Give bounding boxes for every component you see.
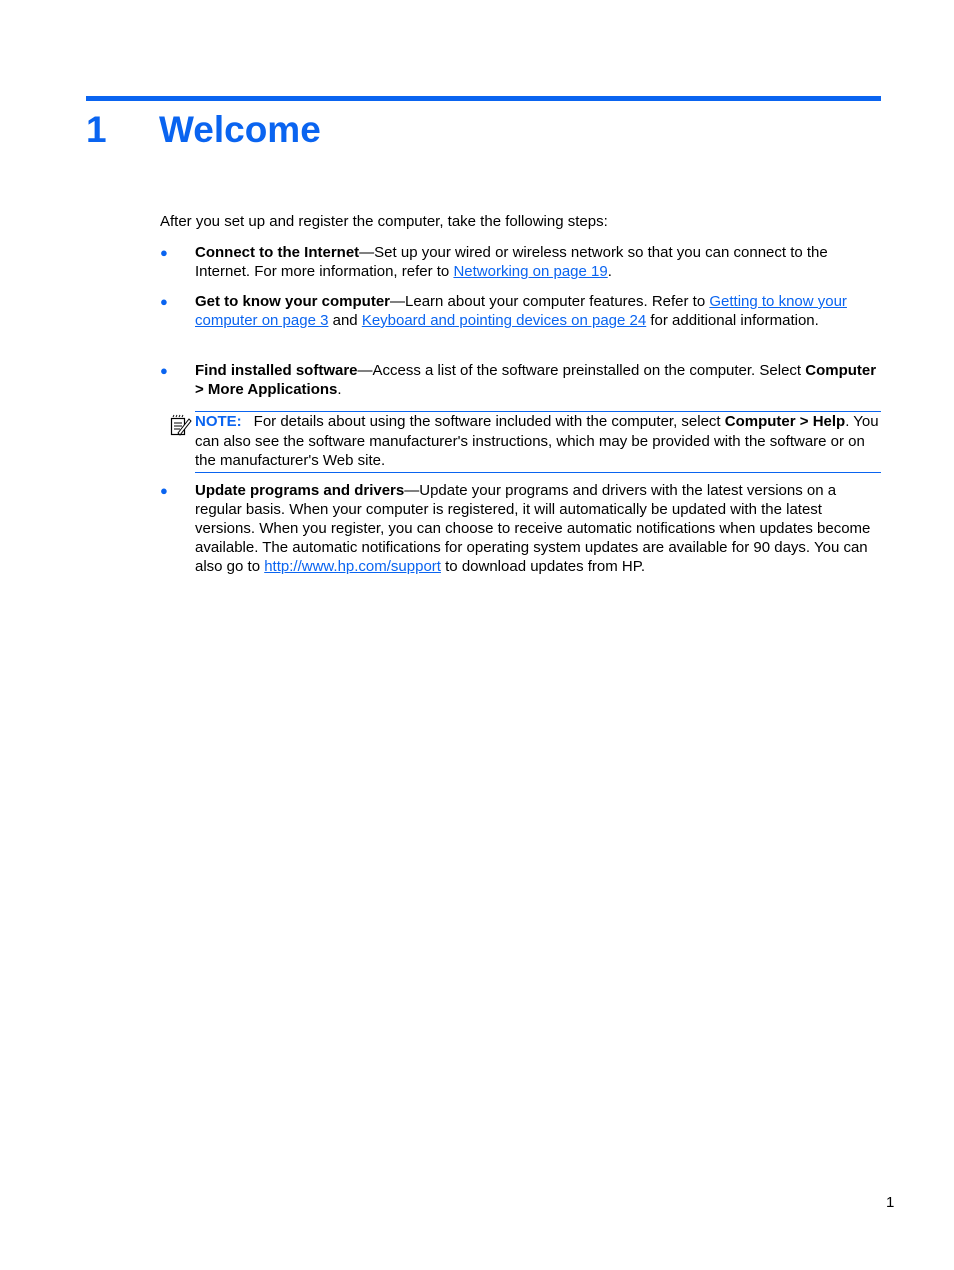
link-networking[interactable]: Networking on page 19 [453,263,608,280]
note-box: NOTE: For details about using the software included with the computer, select Computer > Help. You can also see the software manufacturer's instructions, which may be provided with the software or on the manufacturer's Web site. [195,411,881,473]
list-item-update-programs [160,481,882,576]
bullet-icon: ● [160,483,168,498]
bullet-icon: ● [160,294,168,309]
link-keyboard-pointing[interactable]: Keyboard and pointing devices on page 24 [361,312,647,329]
chapter-title: Welcome [159,109,321,150]
link-hp-support[interactable]: http://www.hp.com/support [264,558,441,575]
intro-paragraph: After you set up and register the computer, take the following steps: [160,213,608,230]
note-label: NOTE: [195,413,242,430]
note-menu-path: Computer > Help [724,413,846,430]
list-item-connect-internet [160,243,882,281]
bullet-icon: ● [160,245,168,260]
list-item-text: Update programs and drivers—Update your programs and drivers with the latest versions on a regular basis. When your computer is registered, it will automatically be updated with the latest versions. When you register, you can choose to receive automatic notifications when updates become available. The automatic notifications for operating system updates are available for 90 days. You can also go to http://www.hp.com/support to download updates from HP. [195,482,871,575]
item-heading: Update programs and drivers [195,482,405,499]
list-item-text: Get to know your computer—Learn about your computer features. Refer to Getting to know your computer on page 3 and Keyboard and pointing devices on page 24 for additional information. [195,293,847,329]
item-heading: Connect to the Internet [195,244,360,261]
item-heading: Get to know your computer [195,293,391,310]
chapter-rule [86,96,881,101]
page-number: 1 [886,1194,895,1211]
menu-path: Computer > More Applications [195,362,877,398]
item-heading: Find installed software [195,362,358,379]
note-icon [170,414,192,436]
list-item-text: Connect to the Internet—Set up your wired or wireless network so that you can connect to the Internet. For more information, refer to Networking on page 19. [195,244,828,280]
list-item-text: Find installed software—Access a list of the software preinstalled on the computer. Select Computer > More Applications. [195,362,877,398]
link-getting-to-know[interactable]: Getting to know your computer on page 3 [195,293,847,329]
list-item-installed-software [160,361,882,399]
bullet-icon: ● [160,363,168,378]
chapter-number: 1 [86,109,107,150]
list-item-know-computer [160,292,882,330]
